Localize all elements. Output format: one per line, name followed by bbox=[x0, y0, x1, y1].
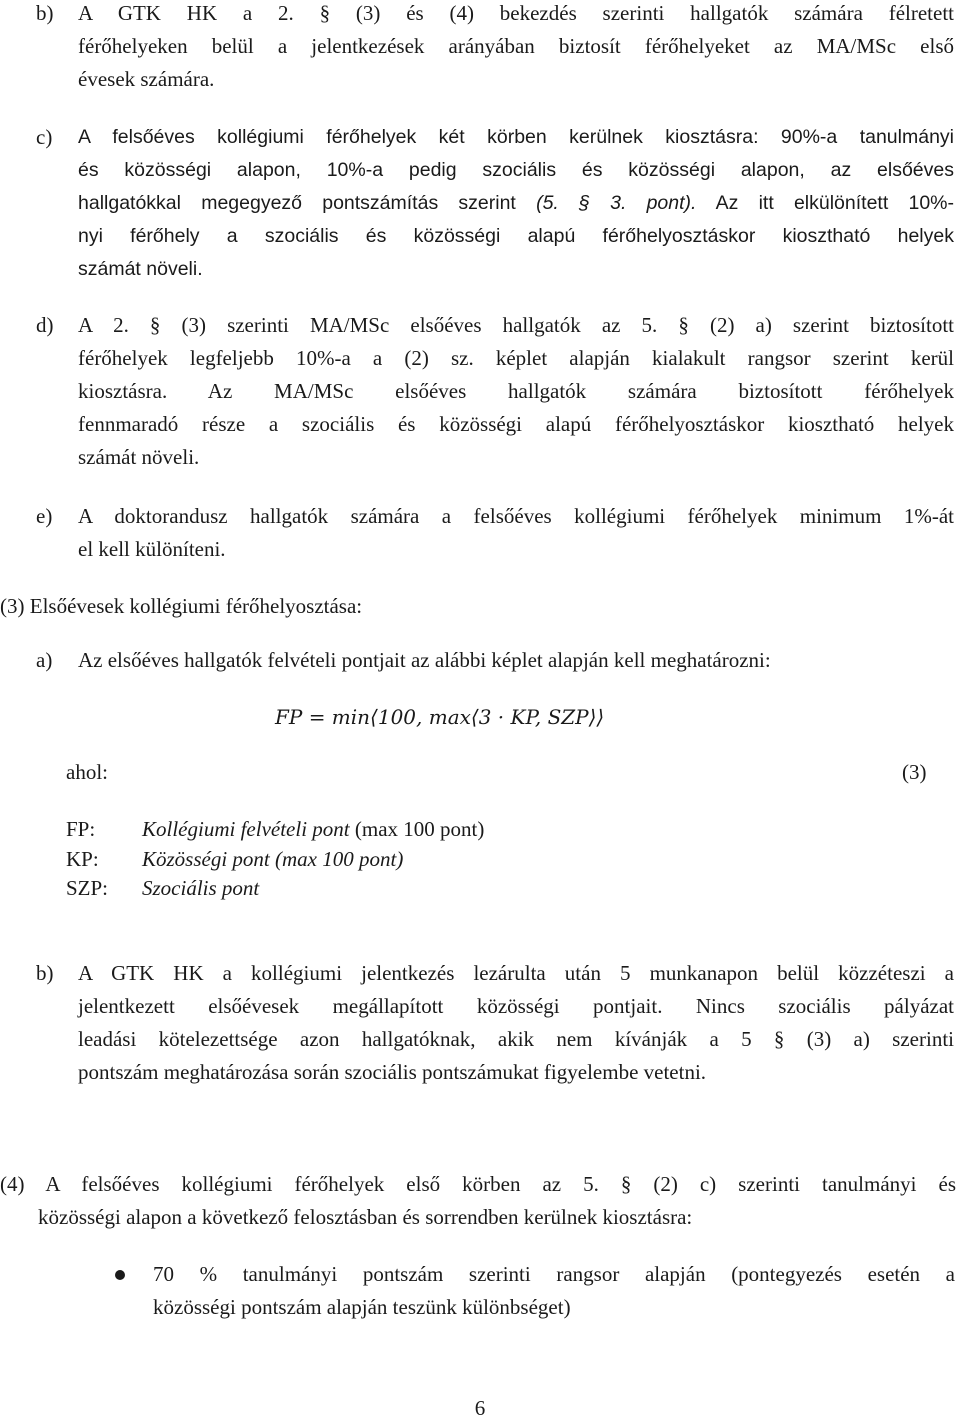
text-line: A GTK HK a 2. § (3) és (4) bekezdés szerinti hallgatók számára félretett bbox=[78, 1, 954, 25]
item-c-text bbox=[78, 121, 954, 286]
text-line: A doktorandusz hallgatók számára a felsőéves kollégiumi férőhelyek minimum 1%-át bbox=[78, 504, 954, 528]
text-line: A GTK HK a kollégiumi jelentkezés lezárulta után 5 munkanapon belül közzéteszi a bbox=[78, 961, 954, 985]
text-line: évesek számára. bbox=[78, 67, 215, 91]
text-line: el kell különíteni. bbox=[78, 537, 226, 561]
text-line: jelentkezett elsőévesek megállapított közösségi pontjait. Nincs szociális pályázat bbox=[78, 994, 954, 1018]
section-3-heading: (3) Elsőévesek kollégiumi férőhelyosztása: bbox=[0, 594, 363, 618]
text-line: számát növeli. bbox=[78, 445, 200, 469]
item-b-bottom-label: b) bbox=[36, 961, 54, 985]
text-segment: Az itt elkülönített 10%- bbox=[715, 192, 954, 214]
text-line bbox=[78, 187, 954, 220]
formula: FP = min⟨100, max⟨3 · KP, SZP⟩⟩ bbox=[275, 705, 605, 729]
item-b-top-label: b) bbox=[36, 1, 54, 25]
text-line: kiosztásra. Az MA/MSc elsőéves hallgatók számára biztosított férőhelyek bbox=[78, 379, 954, 403]
text-line: közösségi pontszám alapján teszünk különbséget) bbox=[153, 1295, 571, 1319]
text-line: férőhelyek legfeljebb 10%-a a (2) sz. képlet alapján kialakult rangsor szerint kerül bbox=[78, 346, 954, 370]
text-line: férőhelyeken belül a jelentkezések arányában biztosít férőhelyeket az MA/MSc első bbox=[78, 34, 954, 58]
text-line: fennmaradó része a szociális és közösségi alapú férőhelyosztáskor kiosztható helyek bbox=[78, 412, 954, 436]
text-line: számát növeli. bbox=[78, 258, 203, 280]
text-line: pontszám meghatározása során szociális pontszámukat figyelembe vetetni. bbox=[78, 1060, 707, 1084]
text-line: és közösségi alapon, 10%-a pedig szociális és közösségi alapon, az elsőéves bbox=[78, 159, 954, 181]
text-line: A felsőéves kollégiumi férőhelyek két körben kerülnek kiosztásra: 90%-a tanulmányi bbox=[78, 126, 954, 148]
definition-text bbox=[142, 873, 259, 903]
definition-text bbox=[142, 844, 403, 874]
text-line: közösségi alapon a következő felosztásban és sorrendben kerülnek kiosztásra: bbox=[38, 1205, 693, 1229]
text-segment: hallgatókkal megegyező pontszámítás szerint bbox=[78, 192, 516, 214]
bullet-dot bbox=[115, 1270, 125, 1280]
definition-italic: Közösségi pont (max 100 pont) bbox=[142, 847, 404, 871]
item-c-label: c) bbox=[36, 125, 53, 149]
item-d-text bbox=[78, 309, 954, 474]
section-4-text bbox=[0, 1168, 956, 1234]
text-line: nyi férőhely a szociális és közösségi alapú férőhelyosztáskor kiosztható helyek bbox=[78, 225, 954, 247]
definition-rest: (max 100 pont) bbox=[349, 817, 485, 841]
text-line: 70 % tanulmányi pontszám szerinti rangsor alapján (pontegyezés esetén a bbox=[153, 1262, 955, 1286]
page-number: 6 bbox=[474, 1396, 486, 1420]
reference-italic: (5. § 3. pont). bbox=[536, 192, 697, 214]
item-b-top-text bbox=[78, 0, 954, 96]
definition-text bbox=[142, 814, 484, 844]
item-d-label: d) bbox=[36, 313, 54, 337]
equation-number: (3) bbox=[902, 760, 927, 784]
item-b-bottom-text bbox=[78, 957, 954, 1089]
item-a-label: a) bbox=[36, 648, 53, 672]
ahol-label: ahol: bbox=[66, 760, 108, 784]
text-line: (4) A felsőéves kollégiumi férőhelyek első körben az 5. § (2) c) szerinti tanulmányi és bbox=[0, 1172, 956, 1196]
text-line: A 2. § (3) szerinti MA/MSc elsőéves hallgatók az 5. § (2) a) szerint biztosított bbox=[78, 313, 954, 337]
definition-italic: Szociális pont bbox=[142, 876, 260, 900]
item-e-label: e) bbox=[36, 504, 53, 528]
item-e-text bbox=[78, 500, 954, 566]
item-a-text: Az elsőéves hallgatók felvételi pontjait az alábbi képlet alapján kell meghatározni: bbox=[78, 648, 771, 672]
definition-abbr: FP: bbox=[66, 817, 96, 841]
definition-abbr: SZP: bbox=[66, 876, 109, 900]
definition-italic: Kollégiumi felvételi pont bbox=[142, 817, 350, 841]
bullet-1-text bbox=[153, 1258, 955, 1324]
text-line: leadási kötelezettsége azon hallgatóknak, akik nem kívánják a 5 § (3) a) szerinti bbox=[78, 1027, 954, 1051]
definition-abbr: KP: bbox=[66, 847, 99, 871]
